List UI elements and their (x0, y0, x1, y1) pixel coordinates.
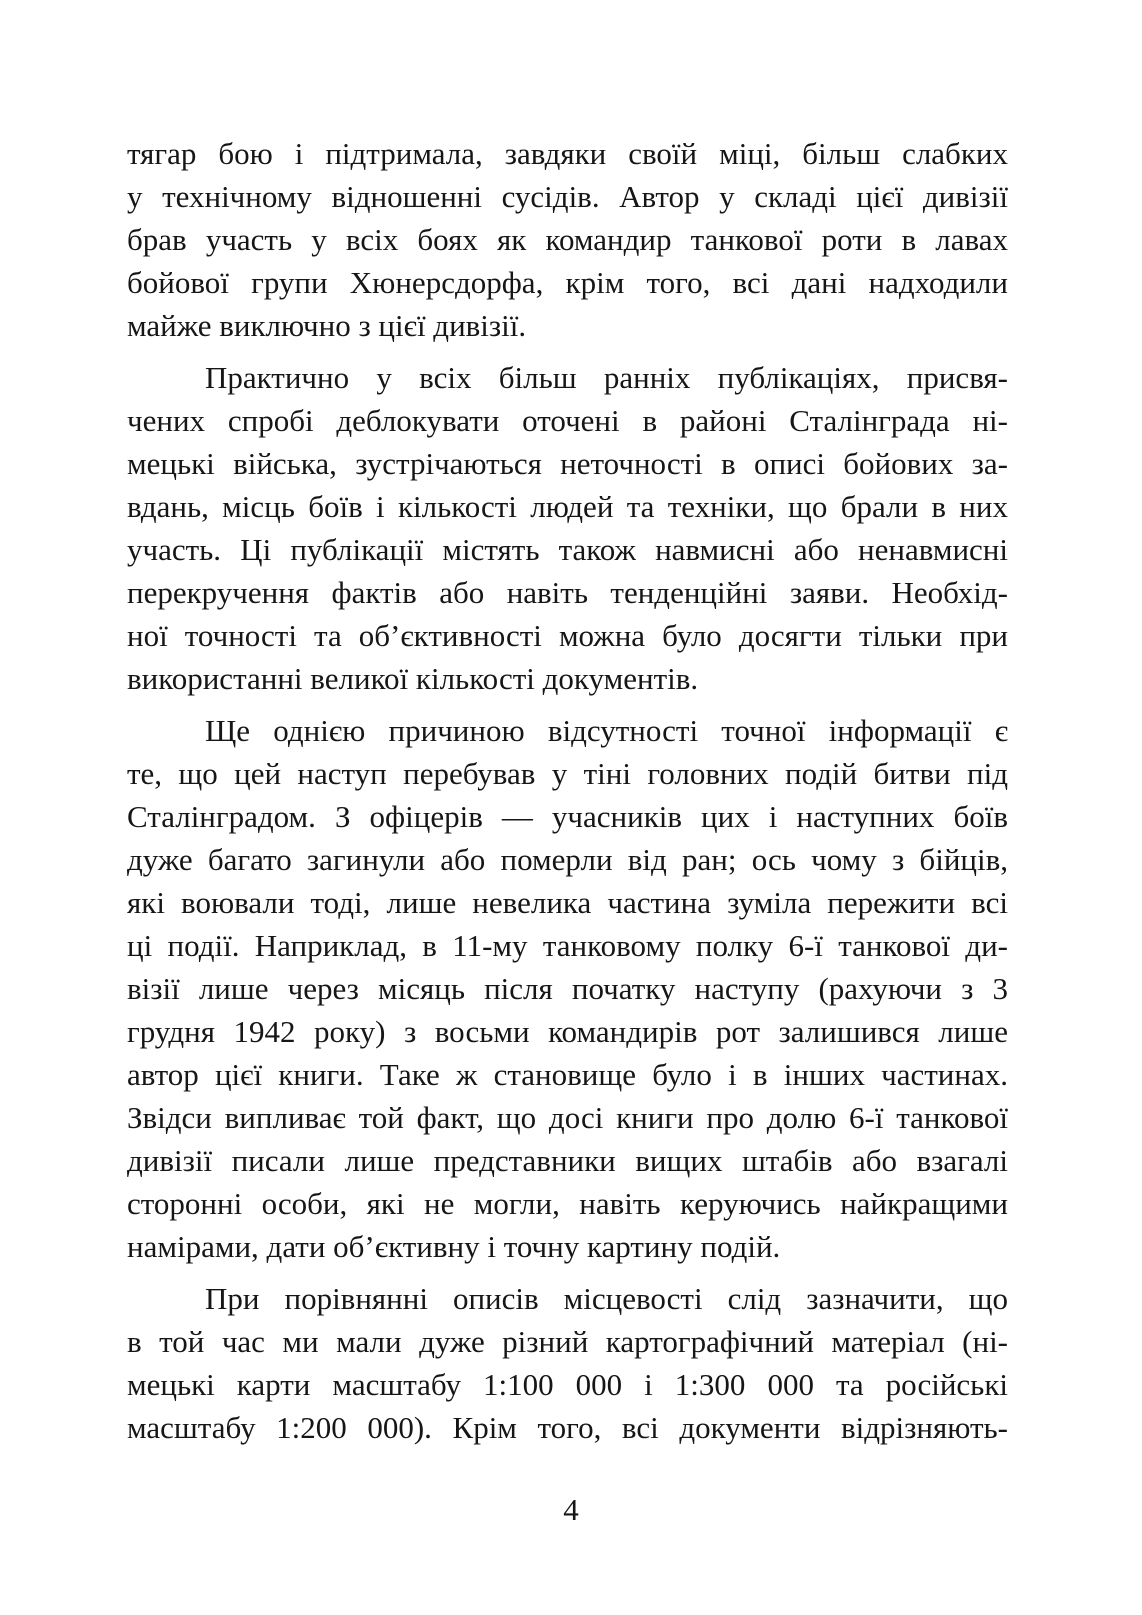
text-line: перекручення фактів або навіть тенденційні заяви. Необхід- (127, 575, 1008, 610)
text-line: Практично у всіх більш ранніх публікаціях, присвя- (205, 360, 1008, 395)
text-line: ці події. Наприклад, в 11-му танковому полку 6-ї танкової ди- (127, 928, 1008, 963)
text-line: у технічному відношенні сусідів. Автор у складі цієї дивізії (127, 179, 1008, 214)
text-line: Ще однією причиною відсутності точної інформації є (205, 713, 1008, 748)
text-line: чених спробі деблокувати оточені в районі Сталінграда ні- (127, 403, 1008, 438)
text-line: грудня 1942 року) з восьми командирів рот залишився лише (127, 1014, 1008, 1049)
text-line: мецькі карти масштабу 1:100 000 і 1:300 000 та російські (127, 1367, 1008, 1402)
text-line: автор цієї книги. Таке ж становище було і в інших частинах. (127, 1057, 1008, 1092)
text-line: При порівнянні описів місцевості слід зазначити, що (205, 1281, 1008, 1316)
paragraph (127, 1277, 1008, 1449)
text-line: брав участь у всіх боях як командир танкової роти в лавах (127, 222, 1008, 257)
text-line: дуже багато загинули або померли від ран; ось чому з бійців, (127, 842, 1008, 877)
text-line: Звідси випливає той факт, що досі книги про долю 6-ї танкової (127, 1100, 1008, 1135)
paragraph (127, 132, 1008, 347)
paragraph (127, 356, 1008, 700)
text-line: мецькі війська, зустрічаються неточності в описі бойових за- (127, 446, 1008, 481)
text-line: тягар бою і підтримала, завдяки своїй міці, більш слабких (127, 136, 1008, 171)
text-line: те, що цей наступ перебував у тіні головних подій битви під (127, 756, 1008, 791)
text-line: намірами, дати об’єктивну і точну картину подій. (127, 1229, 781, 1264)
text-block (127, 132, 1008, 1458)
text-line: Сталінградом. З офіцерів — учасників цих і наступних боїв (127, 799, 1008, 834)
text-line: ної точності та об’єктивності можна було досягти тільки при (127, 618, 1008, 653)
text-line: які воювали тоді, лише невелика частина зуміла пережити всі (127, 885, 1008, 920)
page-number: 4 (563, 1492, 579, 1527)
text-line: сторонні особи, які не могли, навіть керуючись найкращими (127, 1186, 1008, 1221)
text-line: візії лише через місяць після початку наступу (рахуючи з 3 (127, 971, 1008, 1006)
text-line: вдань, місць боїв і кількості людей та техніки, що брали в них (127, 489, 1008, 524)
text-line: в той час ми мали дуже різний картографічний матеріал (ні- (127, 1324, 1008, 1359)
text-line: масштабу 1:200 000). Крім того, всі документи відрізняють- (127, 1410, 1008, 1445)
text-line: майже виключно з цієї дивізії. (127, 308, 527, 343)
paragraph (127, 709, 1008, 1268)
text-line: бойової групи Хюнерсдорфа, крім того, всі дані надходили (127, 265, 1008, 300)
text-line: дивізії писали лише представники вищих штабів або взагалі (127, 1143, 1008, 1178)
text-line: використанні великої кількості документів. (127, 661, 699, 696)
text-line: участь. Ці публікації містять також навмисні або ненавмисні (127, 532, 1008, 567)
